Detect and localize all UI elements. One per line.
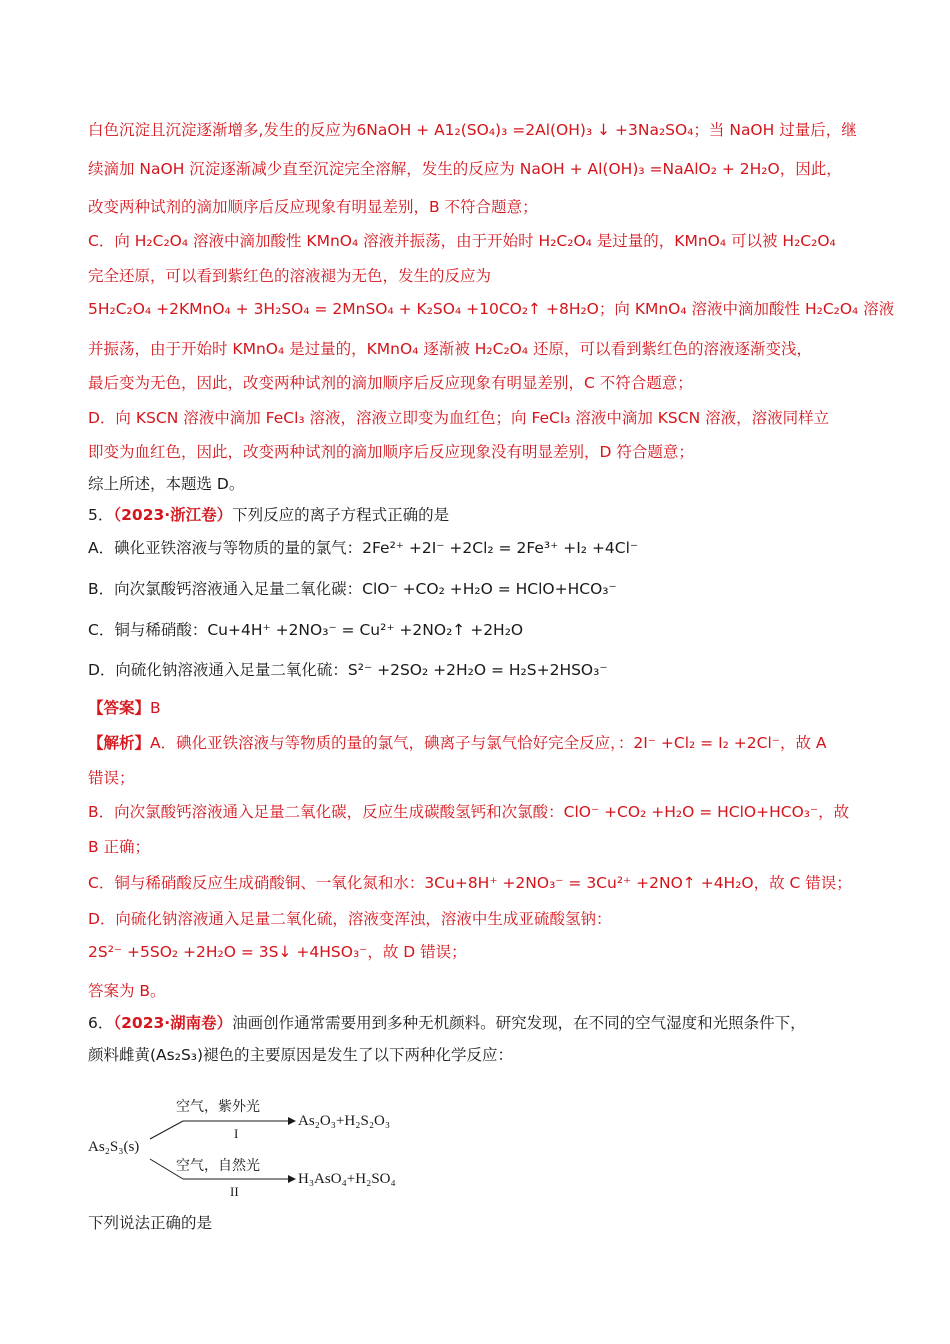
option-a: A．碘化亚铁溶液与等物质的量的氯气：2Fe²⁺ +2I⁻ +2Cl₂ = 2Fe³⁺ +I₂ +4Cl⁻: [88, 539, 639, 557]
explanation-line: 即变为血红色，因此，改变两种试剂的滴加顺序后反应现象没有明显差别，D 符合题意；: [88, 443, 694, 461]
explanation-line: 续滴加 NaOH 沉淀逐渐减少直至沉淀完全溶解，发生的反应为 NaOH + Al(OH)₃ =NaAlO₂ + 2H₂O，因此，: [88, 160, 842, 178]
lower-label: II: [230, 1184, 239, 1199]
upper-label: I: [234, 1126, 239, 1141]
question-source: （2023·湖南卷）: [113, 1014, 233, 1032]
answer-value: B: [150, 699, 161, 717]
explanation-d: D．向硫化钠溶液通入足量二氧化硫，溶液变浑浊，溶液中生成亚硫酸氢钠：: [88, 910, 612, 928]
explanation-line: 并振荡，由于开始时 KMnO₄ 是过量的，KMnO₄ 逐渐被 H₂C₂O₄ 还原，可以看到紫红色的溶液逐渐变浅，: [88, 340, 813, 358]
explanation-line: 白色沉淀且沉淀逐渐增多,发生的反应为6NaOH + A1₂(SO₄)₃ =2Al(OH)₃ ↓ +3Na₂SO₄；当 NaOH 过量后，继: [88, 121, 857, 139]
branch-upper: [150, 1121, 183, 1139]
option-c: C．铜与稀硝酸：Cu+4H⁺ +2NO₃⁻ = Cu²⁺ +2NO₂↑ +2H₂O: [88, 621, 524, 639]
answer-line: [88, 697, 862, 719]
question-number: 5．: [88, 506, 114, 524]
explanation-c: C．铜与稀硝酸反应生成硝酸铜、一氧化氮和水：3Cu+8H⁺ +2NO₃⁻ = 3Cu²⁺ +2NO↑ +4H₂O，故 C 错误；: [88, 874, 852, 892]
answer-label: 【答案】: [88, 699, 151, 717]
explanation-label: 【解析】: [88, 734, 151, 752]
explanation-line: 最后变为无色，因此，改变两种试剂的滴加顺序后反应现象有明显差别，C 不符合题意；: [88, 374, 693, 392]
question-text: 油画创作通常需要用到多种无机颜料。研究发现，在不同的空气湿度和光照条件下，: [232, 1014, 806, 1032]
explanation-line: 2S²⁻ +5SO₂ +2H₂O = 3S↓ +4HSO₃⁻，故 D 错误；: [88, 943, 467, 961]
question-6-prompt: 下列说法正确的是: [88, 1214, 213, 1232]
explanation-b: B．向次氯酸钙溶液通入足量二氧化碳，反应生成碳酸氢钙和次氯酸：ClO⁻ +CO₂ +H₂O = HClO+HCO₃⁻，故: [88, 803, 850, 821]
explanation-a: [88, 732, 862, 754]
arrowhead-upper: [288, 1117, 296, 1125]
upper-condition: 空气，紫外光: [176, 1100, 260, 1115]
question-number: 6．: [88, 1014, 114, 1032]
explanation-line: 完全还原，可以看到紫红色的溶液褪为无色，发生的反应为: [88, 267, 492, 285]
lower-product: H₃AsO₄+H₂SO₄: [298, 1171, 396, 1187]
question-source: （2023·浙江卷）: [113, 506, 233, 524]
explanation-line: C．向 H₂C₂O₄ 溶液中滴加酸性 KMnO₄ 溶液并振荡，由于开始时 H₂C₂O₄ 是过量的，KMnO₄ 可以被 H₂C₂O₄: [88, 232, 836, 250]
lower-condition: 空气，自然光: [176, 1159, 260, 1174]
arrowhead-lower: [288, 1175, 296, 1183]
question-text: 下列反应的离子方程式正确的是: [232, 506, 450, 524]
question-5-stem: [88, 504, 862, 526]
option-b: B．向次氯酸钙溶液通入足量二氧化碳：ClO⁻ +CO₂ +H₂O = HClO+HCO₃⁻: [88, 580, 617, 598]
explanation-line: 5H₂C₂O₄ +2KMnO₄ + 3H₂SO₄ = 2MnSO₄ + K₂SO₄ +10CO₂↑ +8H₂O；向 KMnO₄ 溶液中滴加酸性 H₂C₂O₄ 溶液: [88, 300, 895, 318]
option-d: D．向硫化钠溶液通入足量二氧化硫：S²⁻ +2SO₂ +2H₂O = H₂S+2HSO₃⁻: [88, 661, 608, 679]
reaction-diagram: [88, 1076, 448, 1216]
explanation-text: A．碘化亚铁溶液与等物质的量的氯气，碘离子与氯气恰好完全反应，：2I⁻ +Cl₂ = I₂ +2Cl⁻，故 A: [150, 734, 827, 752]
reactant-label: As₂S₃(s): [88, 1139, 140, 1155]
explanation-conclusion: 答案为 B。: [88, 982, 166, 1000]
explanation-line: 错误；: [88, 769, 135, 787]
question-6-stem-cont: 颜料雌黄(As₂S₃)褪色的主要原因是发生了以下两种化学反应：: [88, 1046, 514, 1064]
summary-line: 综上所述，本题选 D。: [88, 475, 245, 493]
upper-product: As₂O₃+H₂S₂O₃: [298, 1113, 391, 1129]
question-6-stem: [88, 1012, 862, 1034]
explanation-line: B 正确；: [88, 838, 151, 856]
explanation-line: 改变两种试剂的滴加顺序后反应现象有明显差别，B 不符合题意；: [88, 198, 538, 216]
explanation-line: D．向 KSCN 溶液中滴加 FeCl₃ 溶液，溶液立即变为血红色；向 FeCl₃ 溶液中滴加 KSCN 溶液，溶液同样立: [88, 409, 830, 427]
